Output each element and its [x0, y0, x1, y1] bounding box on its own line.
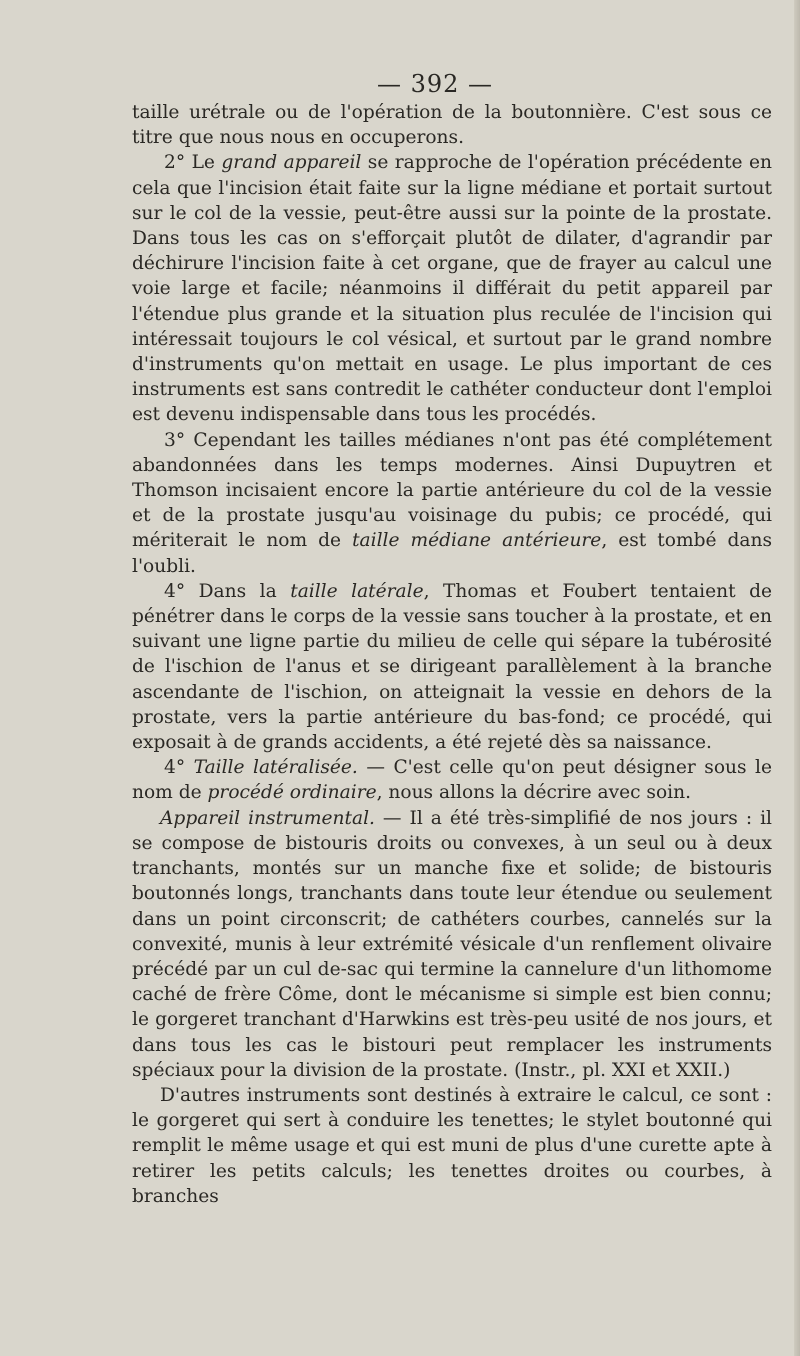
document-text — [132, 100, 772, 1209]
page-edge-shadow — [794, 0, 800, 1356]
page-number: — 392 — — [376, 70, 494, 98]
paragraph-0: taille urétrale ou de l'opération de la boutonnière. C'est sous ce titre que nous nous en occuperons. — [132, 102, 772, 149]
paragraph-tailles-medianes: 3° Cependant les tailles médianes n'ont pas été complétement abandonnées dans les temps modernes. Ainsi Dupuytren et Thomson incisaient encore la partie antérieure du col de la vessie et de la prostate jusqu'au voisinage du pubis; ce procédé, qui mériterait le nom de taille médiane antérieure, est tombé dans l'oubli. — [132, 429, 773, 577]
paragraph-appareil-instrumental: Appareil instrumental. — Il a été très-simplifié de nos jours : il se compose de bistouris droits ou convexes, à un seul ou à deux tranchants, montés sur un manche fixe et solide; de bistouris boutonnés longs, tranchants dans toute leur étendue ou seulement dans un point circonscrit; de cathéters courbes, cannelés sur la convexité, munis à leur extrémité vésicale d'un renflement olivaire précédé par un cul de-sac qui termine la cannelure d'un lithomome caché de frère Côme, dont le mécanisme si simple est bien connu; le gorgeret tranchant d'Harwkins est très-peu usité de nos jours, et dans tous les cas le bistouri peut remplacer les instruments spéciaux pour la division de la prostate. (Instr., pl. XXI et XXII.) — [132, 807, 772, 1081]
paragraph-autres-instruments: D'autres instruments sont destinés à extraire le calcul, ce sont : le gorgeret qui sert à conduire les tenettes; le stylet boutonné qui remplit le même usage et qui est muni de plus d'une curette apte à retirer les petits calculs; les tenettes droites ou courbes, à branches — [132, 1084, 772, 1207]
paragraph-taille-lateralisee: 4° Taille latéralisée. — C'est celle qu'on peut désigner sous le nom de procédé ordinaire, nous allons la décrire avec soin. — [132, 757, 772, 804]
paragraph-grand-appareil: 2° Le grand appareil se rapproche de l'opération précédente en cela que l'incision était faite sur la ligne médiane et portait surtout sur le col de la vessie, peut-être aussi sur la pointe de la prostate. Dans tous les cas on s'efforçait plutôt de dilater, d'agrandir par déchirure l'incision faite à cet organe, que de frayer au calcul une voie large et facile; néanmoins il différait du petit appareil par l'étendue plus grande et la situation plus reculée de l'incision qui intéressait toujours le col vésical, et surtout par le grand nombre d'instruments qu'on mettait en usage. Le plus important de ces instruments est sans contredit le cathéter conducteur dont l'emploi est devenu indispensable dans tous les procédés. — [132, 152, 772, 426]
paragraph-taille-laterale: 4° Dans la taille latérale, Thomas et Foubert tentaient de pénétrer dans le corps de la vessie sans toucher à la prostate, et en suivant une ligne partie du milieu de celle qui sépare la tubérosité de l'ischion de l'anus et se dirigeant parallèlement à la branche ascendante de l'ischion, on atteignait la vessie en dehors de la prostate, vers la partie antérieure du bas-fond; ce procédé, qui exposait à de grands accidents, a été rejeté dès sa naissance. — [132, 580, 772, 754]
